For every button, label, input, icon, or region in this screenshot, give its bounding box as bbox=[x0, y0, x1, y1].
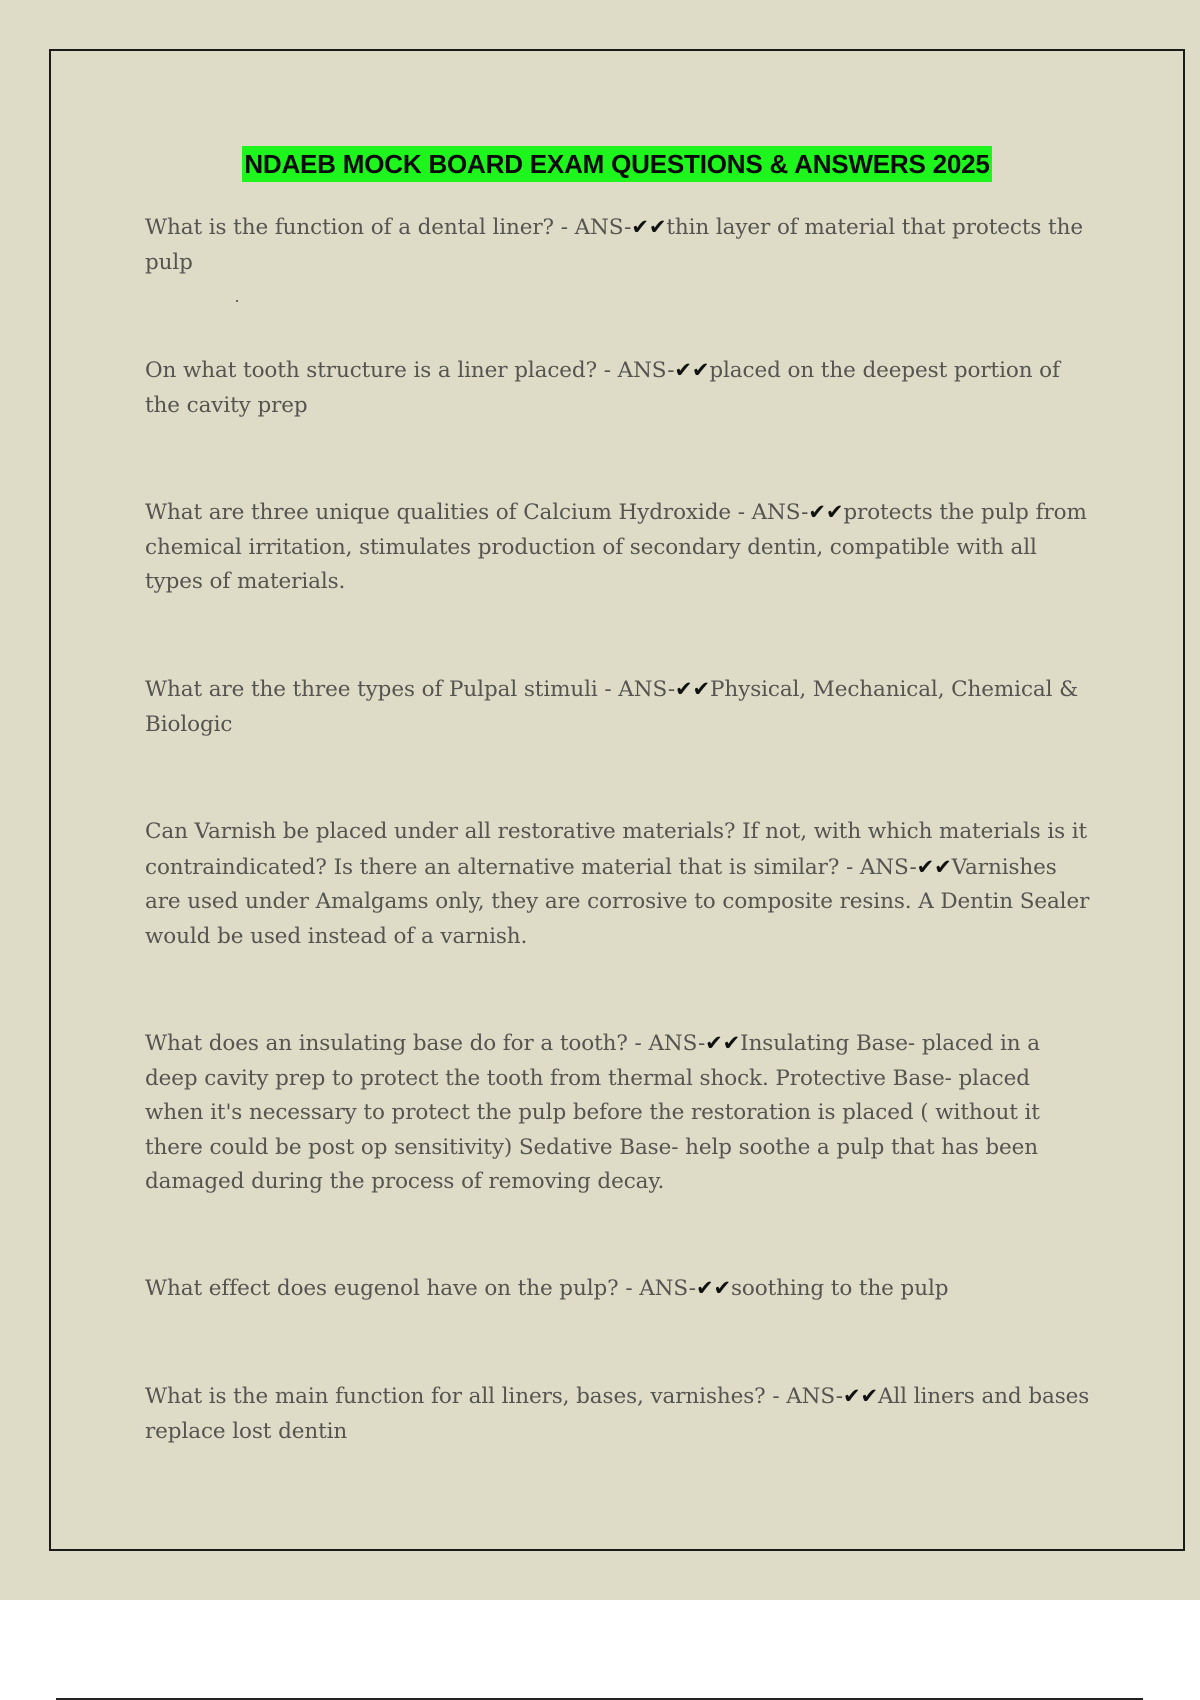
question-text: What is the main function for all liners, bases, varnishes? - ANS- bbox=[145, 1384, 843, 1409]
double-check-icon: ✔✔ bbox=[842, 1384, 878, 1408]
stray-dot bbox=[236, 300, 238, 302]
document-title: NDAEB MOCK BOARD EXAM QUESTIONS & ANSWERS 2025 bbox=[242, 146, 991, 182]
answer-text: Physical, Mechanical, Chemical & Biologic bbox=[145, 677, 1079, 737]
qa-item-1 bbox=[145, 210, 1095, 280]
question-text: What is the function of a dental liner? - ANS- bbox=[145, 215, 632, 240]
question-text: What effect does eugenol have on the pulp? - ANS- bbox=[145, 1276, 696, 1301]
qa-item-4 bbox=[145, 672, 1095, 742]
answer-text: thin layer of material that protects the pulp bbox=[145, 215, 1083, 275]
double-check-icon: ✔✔ bbox=[631, 215, 667, 239]
double-check-icon: ✔✔ bbox=[705, 1031, 741, 1055]
answer-text: All liners and bases replace lost dentin bbox=[145, 1384, 1090, 1444]
question-text: Can Varnish be placed under all restorative materials? If not, with which materials is it contraindicated? Is there an alternative material that is similar? - ANS- bbox=[145, 819, 1088, 880]
question-text: What does an insulating base do for a tooth? - ANS- bbox=[145, 1031, 706, 1056]
question-text: What are three unique qualities of Calcium Hydroxide - ANS- bbox=[145, 500, 809, 525]
qa-item-5 bbox=[145, 815, 1095, 954]
qa-item-8 bbox=[145, 1379, 1095, 1449]
answer-text: Insulating Base- placed in a deep cavity prep to protect the tooth from thermal shock. Protective Base- placed when it's necessary to protect the pulp before the restoration is placed ( without it there could be post op sensitivity) Sedative Base- help soothe a pulp that has been damaged during the process of removing decay. bbox=[145, 1031, 1040, 1194]
qa-item-2 bbox=[145, 353, 1095, 423]
double-check-icon: ✔✔ bbox=[695, 1276, 731, 1300]
double-check-icon: ✔✔ bbox=[808, 500, 844, 524]
question-text: What are the three types of Pulpal stimuli - ANS- bbox=[145, 677, 676, 702]
qa-item-7 bbox=[145, 1271, 1095, 1307]
title-container bbox=[0, 146, 1200, 182]
answer-text: Varnishes are used under Amalgams only, they are corrosive to composite resins. A Dentin Sealer would be used instead of a varnish. bbox=[145, 854, 1090, 949]
qa-item-6 bbox=[145, 1026, 1095, 1200]
double-check-icon: ✔✔ bbox=[675, 677, 711, 701]
question-text: On what tooth structure is a liner placed? - ANS- bbox=[145, 358, 675, 383]
double-check-icon: ✔✔ bbox=[674, 358, 710, 382]
answer-text: soothing to the pulp bbox=[730, 1276, 949, 1301]
answer-text: placed on the deepest portion of the cavity prep bbox=[145, 358, 1060, 418]
double-check-icon: ✔✔ bbox=[916, 854, 952, 879]
answer-text: protects the pulp from chemical irritation, stimulates production of secondary dentin, compatible with all types of materials. bbox=[145, 500, 1087, 594]
qa-item-3 bbox=[145, 495, 1095, 600]
